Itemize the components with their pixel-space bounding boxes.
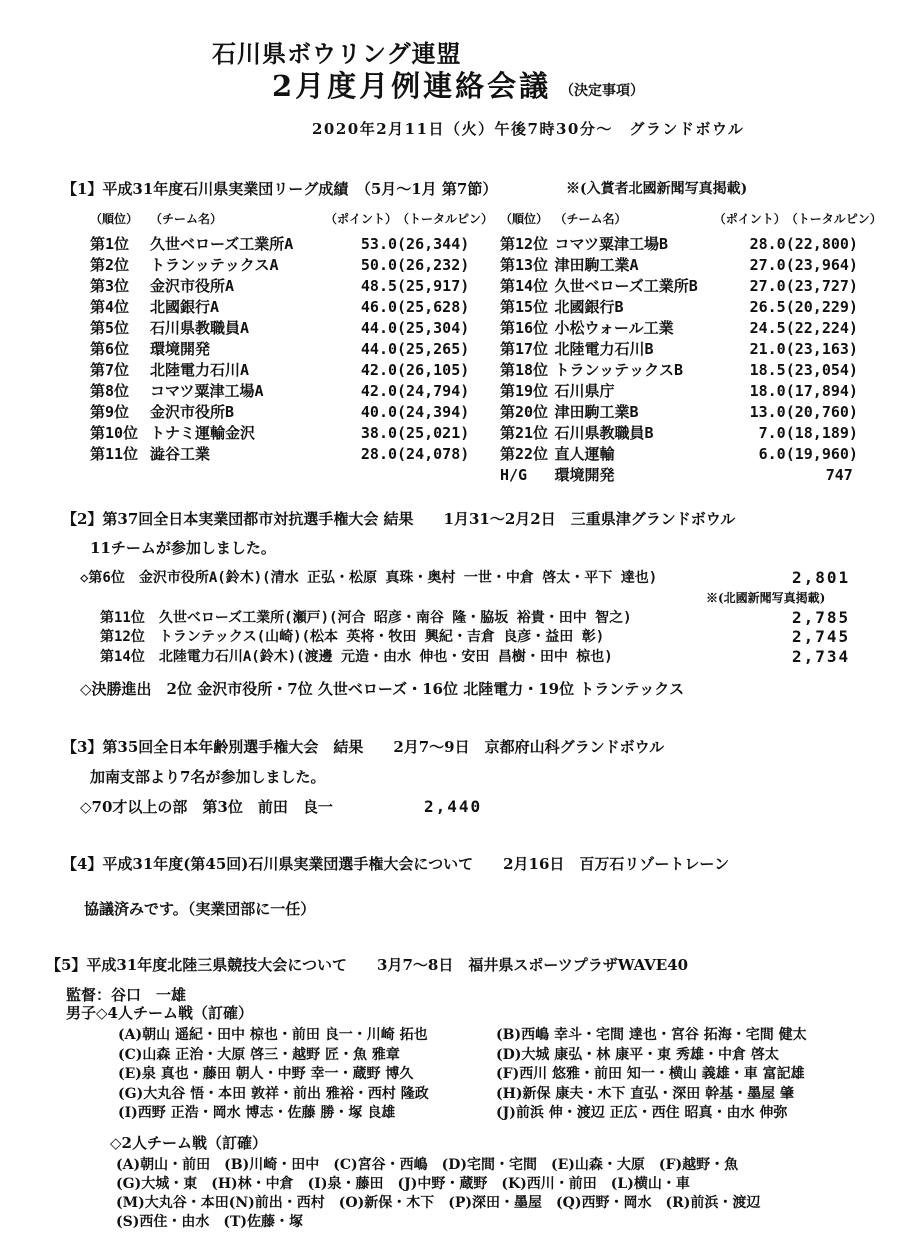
col-rank: （順位） <box>500 212 549 226</box>
table-header-row <box>500 210 900 233</box>
pins-cell: (24,794) <box>397 381 470 400</box>
col-team: （チーム名） <box>554 212 627 226</box>
pins-cell: (25,917) <box>397 276 470 295</box>
rank-cell: 第2位 <box>90 256 130 274</box>
team-roster-item: (J)前浜 伸・渡辺 正広・西住 昭真・由水 伸弥 <box>496 1105 788 1121</box>
team-cell: トナミ運輸金沢 <box>150 424 256 442</box>
points-cell: 44.0 <box>360 318 398 337</box>
table-row <box>500 254 900 275</box>
team-cell: 石川県教職員B <box>554 424 654 442</box>
pair-roster-line: (S)西住・由水 (T)佐藤・塚 <box>116 1214 304 1230</box>
rank-cell: 第1位 <box>90 235 130 253</box>
team-cell: 津田駒工業B <box>554 403 639 421</box>
table-row <box>500 443 900 464</box>
rank-cell: 第22位 <box>500 445 549 463</box>
team-cell: 金沢市役所B <box>150 403 235 421</box>
team-roster-item: (F)西川 悠雅・前田 知一・横山 義雄・車 富記雄 <box>496 1066 805 1082</box>
table-row <box>500 401 900 422</box>
pair-roster-line: (A)朝山・前田 (B)川崎・田中 (C)宮谷・西嶋 (D)宅間・宅間 (E)山森・大原 (F)越野・魚 <box>116 1157 739 1173</box>
team-cell: 北陸電力石川B <box>554 340 654 358</box>
points-cell: 38.0 <box>360 423 398 442</box>
result-line: 第11位 久世ベローズ工業所(瀬戸)(河合 昭彦・南谷 隆・脇坂 裕貴・田中 智之) <box>100 610 632 626</box>
pins-cell: (26,344) <box>397 234 470 253</box>
team-roster-item: (C)山森 正治・大原 啓三・越野 匠・魚 雅章 <box>118 1046 400 1063</box>
rank-cell: 第11位 <box>90 445 139 463</box>
points-cell: 48.5 <box>360 276 398 295</box>
result-score: 2,745 <box>792 627 851 646</box>
meeting-dateline: 2020年2月11日（火）午後7時30分～ グランドボウル <box>312 120 745 138</box>
team-cell: 金沢市役所A <box>150 277 235 295</box>
pins-cell: (22,800) <box>785 234 858 253</box>
rank-cell: 第12位 <box>500 235 549 253</box>
team-cell: 北陸電力石川A <box>150 361 250 379</box>
section-1-note: ※(入賞者北國新聞写真掲載) <box>566 181 748 197</box>
pins-cell: (24,394) <box>397 402 470 421</box>
points-cell: 42.0 <box>360 381 398 400</box>
table-row <box>500 464 900 485</box>
table-row <box>500 233 900 254</box>
rank-cell: 第5位 <box>90 319 130 337</box>
coach-line: 監督：谷口 一雄 <box>66 986 187 1004</box>
team-cell: 津田駒工業A <box>554 256 639 274</box>
pins-cell: 747 <box>825 465 853 484</box>
table-row <box>90 359 493 380</box>
points-cell: 18.0 <box>749 381 786 400</box>
rank-cell: 第16位 <box>500 319 549 337</box>
team-cell: コマツ粟津工場A <box>150 382 264 400</box>
table-row <box>500 422 900 443</box>
team-cell: 直人運輸 <box>554 445 615 463</box>
section-1-heading: 【1】平成31年度石川県実業団リーグ成績 （5月～1月 第7節） <box>62 180 498 198</box>
pins-cell: (20,760) <box>785 402 858 421</box>
col-points: （ポイント） <box>713 212 786 226</box>
team-roster-item: (E)泉 真也・藤田 朝人・中野 幸一・蔵野 博久 <box>118 1066 414 1082</box>
rank-cell: 第6位 <box>90 340 130 358</box>
points-cell: 18.5 <box>749 360 786 379</box>
result-line: ◇第6位 金沢市役所A(鈴木)(清水 正弘・松原 真珠・奥村 一世・中倉 啓太・平下 達也) <box>80 570 658 586</box>
section-3-score: 2,440 <box>424 797 483 816</box>
points-cell: 42.0 <box>360 360 398 379</box>
result-line: 第12位 トランテックス(山崎)(松本 英将・牧田 興紀・吉倉 良彦・益田 彰) <box>100 629 605 645</box>
league-table-left <box>90 210 493 464</box>
result-score: 2,785 <box>792 608 851 627</box>
points-cell: 13.0 <box>749 402 786 421</box>
result-score: 2,734 <box>792 647 851 666</box>
table-row <box>90 233 493 254</box>
rank-cell: 第20位 <box>500 403 549 421</box>
pins-cell: (24,078) <box>397 444 470 463</box>
team-cell: 久世ベローズ工業所B <box>554 277 698 295</box>
points-cell: 46.0 <box>360 297 398 316</box>
points-cell: 26.5 <box>749 297 786 316</box>
team-cell: コマツ粟津工場B <box>554 235 669 253</box>
team-cell: 澁谷工業 <box>150 445 211 463</box>
rank-cell: 第17位 <box>500 340 549 358</box>
col-pins: （トータルピン） <box>397 212 494 226</box>
pins-cell: (23,054) <box>785 360 858 379</box>
pins-cell: (23,727) <box>785 276 858 295</box>
points-cell: 53.0 <box>360 234 398 253</box>
points-cell: 50.0 <box>360 255 398 274</box>
rank-cell: 第13位 <box>500 256 549 274</box>
table-row <box>500 317 900 338</box>
table-row <box>90 296 493 317</box>
points-cell: 6.0 <box>758 444 786 463</box>
team-roster-item: (D)大城 康弘・林 康平・東 秀雄・中倉 啓太 <box>496 1046 779 1063</box>
team-roster-item: (G)大丸谷 悟・本田 敦祥・前出 雅裕・西村 隆政 <box>118 1085 429 1102</box>
team-cell: 北國銀行B <box>554 298 624 316</box>
points-cell: 27.0 <box>749 276 786 295</box>
section-4-heading: 【4】平成31年度(第45回)石川県実業団選手権大会について 2月16日 百万石リゾートレーン <box>62 855 730 873</box>
team-roster-item: (I)西野 正浩・岡水 博志・佐藤 勝・塚 良雄 <box>118 1105 396 1121</box>
points-cell: 44.0 <box>360 339 398 358</box>
points-cell: 27.0 <box>749 255 786 274</box>
table-row <box>90 422 493 443</box>
pins-cell: (19,960) <box>785 444 858 463</box>
points-cell <box>714 464 786 485</box>
result-score: 2,801 <box>792 568 851 587</box>
rank-cell: 第10位 <box>90 424 139 442</box>
table-row <box>500 359 900 380</box>
points-cell: 24.5 <box>749 318 786 337</box>
team-cell: 環境開発 <box>150 340 211 358</box>
pins-cell: (25,628) <box>397 297 470 316</box>
pins-cell: (18,189) <box>785 423 858 442</box>
team-roster-item: (B)西嶋 幸斗・宅間 達也・宮谷 拓海・宅間 健太 <box>496 1027 807 1043</box>
section-2-final: ◇決勝進出 2位 金沢市役所・7位 久世ベローズ・16位 北陸電力・19位 トランテックス <box>80 680 685 698</box>
rank-cell: 第18位 <box>500 361 549 379</box>
team-roster-item: (A)朝山 遥紀・田中 椋也・前田 良一・川崎 拓也 <box>118 1027 428 1043</box>
team-cell: 久世ベローズ工業所A <box>150 235 294 253</box>
rank-cell: 第15位 <box>500 298 549 316</box>
document-title: 2月度月例連絡会議 <box>272 69 552 103</box>
table-row <box>500 275 900 296</box>
pins-cell: (23,964) <box>785 255 858 274</box>
team-cell: 環境開発 <box>554 466 615 484</box>
section-5-heading: 【5】平成31年度北陸三県競技大会について 3月7～8日 福井県スポーツプラザWAVE40 <box>46 956 689 974</box>
points-cell: 28.0 <box>749 234 786 253</box>
rank-cell: 第4位 <box>90 298 130 316</box>
men-4-team-title: 男子◇4人チーム戦（訂確） <box>66 1004 253 1022</box>
rank-cell: 第7位 <box>90 361 130 379</box>
section-3-heading: 【3】第35回全日本年齢別選手権大会 結果 2月7～9日 京都府山科グランドボウル <box>62 738 665 756</box>
pins-cell: (17,894) <box>785 381 858 400</box>
pins-cell: (26,105) <box>397 360 470 379</box>
col-rank: （順位） <box>90 212 139 226</box>
rank-cell: 第21位 <box>500 424 549 442</box>
team-cell: トランッテックスB <box>554 361 684 379</box>
table-row <box>500 296 900 317</box>
pins-cell: (25,265) <box>397 339 470 358</box>
section-3-participants: 加南支部より7名が参加しました。 <box>90 768 326 786</box>
table-row <box>500 380 900 401</box>
pins-cell: (22,224) <box>785 318 858 337</box>
section-4-body: 協議済みです。（実業団部に一任） <box>84 900 316 918</box>
team-cell: 北國銀行A <box>150 298 220 316</box>
rank-cell: 第9位 <box>90 403 130 421</box>
league-table-right <box>500 210 900 485</box>
rank-cell: 第14位 <box>500 277 549 295</box>
pair-roster-line: (G)大城・東 (H)林・中倉 (I)泉・藤田 (J)中野・蔵野 (K)西川・前田 (L)横山・車 <box>116 1176 690 1192</box>
col-pins: （トータルピン） <box>785 212 882 226</box>
points-cell: 21.0 <box>749 339 786 358</box>
table-row <box>90 254 493 275</box>
men-2-team-title: ◇2人チーム戦（訂確） <box>110 1134 267 1152</box>
pins-cell: (26,232) <box>397 255 470 274</box>
document-title-note: （決定事項） <box>560 83 644 99</box>
pair-roster-line: (M)大丸谷・本田(N)前出・西村 (O)新保・木下 (P)深田・墨屋 (Q)西野・岡水 (R)前浜・渡辺 <box>116 1195 761 1211</box>
team-cell: 小松ウォール工業 <box>554 319 674 337</box>
table-row <box>90 317 493 338</box>
table-row <box>90 380 493 401</box>
points-cell: 7.0 <box>758 423 786 442</box>
col-points: （ポイント） <box>325 212 398 226</box>
section-2-note: ※(北國新聞写真掲載) <box>706 591 826 605</box>
section-3-result: ◇70才以上の部 第3位 前田 良一 <box>80 798 333 816</box>
team-cell: トランッテックスA <box>150 256 279 274</box>
team-cell: 石川県教職員A <box>150 319 250 337</box>
table-row <box>90 338 493 359</box>
rank-cell: 第8位 <box>90 382 130 400</box>
result-line: 第14位 北陸電力石川A(鈴木)(渡邊 元造・由水 伸也・安田 昌樹・田中 椋也) <box>100 649 613 665</box>
pins-cell: (20,229) <box>785 297 858 316</box>
rank-cell: 第3位 <box>90 277 130 295</box>
col-team: （チーム名） <box>150 212 223 226</box>
team-roster-item: (H)新保 康夫・木下 直弘・深田 幹基・墨屋 肇 <box>496 1085 794 1102</box>
pins-cell: (23,163) <box>785 339 858 358</box>
table-row <box>90 443 493 464</box>
table-row <box>500 338 900 359</box>
pins-cell: (25,021) <box>397 423 470 442</box>
section-2-heading: 【2】第37回全日本実業団都市対抗選手権大会 結果 1月31～2月2日 三重県津グランドボウル <box>62 510 736 528</box>
team-cell: 石川県庁 <box>554 382 615 400</box>
organization-name: 石川県ボウリング連盟 <box>212 39 462 68</box>
section-2-participants: 11チームが参加しました。 <box>90 539 276 557</box>
rank-cell: 第19位 <box>500 382 549 400</box>
pins-cell: (25,304) <box>397 318 470 337</box>
points-cell: 28.0 <box>360 444 398 463</box>
table-row <box>90 401 493 422</box>
table-header-row <box>90 210 493 233</box>
rank-cell: H/G <box>500 465 528 484</box>
table-row <box>90 275 493 296</box>
points-cell: 40.0 <box>360 402 398 421</box>
